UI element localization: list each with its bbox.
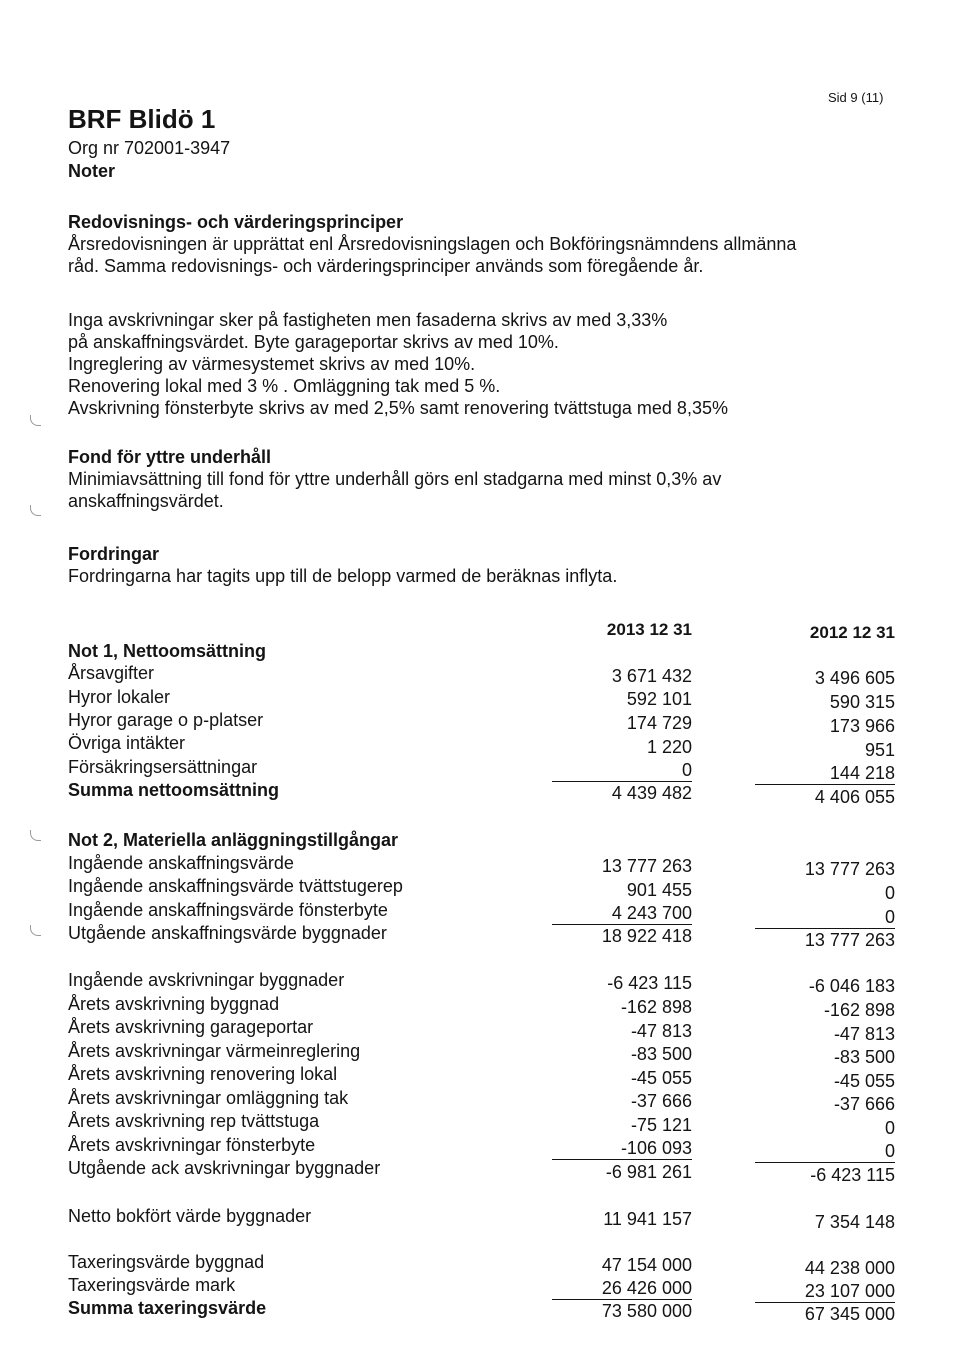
value-2013: 174 729 <box>626 713 692 733</box>
value-2013: 4 243 700 <box>552 903 692 925</box>
value-2013: 47 154 000 <box>601 1255 692 1275</box>
total-2013: 4 439 482 <box>611 783 692 803</box>
value-2013: 0 <box>552 760 692 782</box>
total-2012: 67 345 000 <box>804 1304 895 1324</box>
row-label: Övriga intäkter <box>68 733 186 753</box>
org-number: Org nr 702001-3947 <box>68 138 231 158</box>
row-label: Utgående ack avskrivningar byggnader <box>68 1158 381 1178</box>
fund-section <box>68 446 888 512</box>
value-2013: -83 500 <box>630 1044 692 1064</box>
page-number: Sid 9 (11) <box>828 90 884 105</box>
row-label: Hyror garage o p-platser <box>68 710 264 730</box>
receivables-heading: Fordringar <box>68 544 160 564</box>
row-label: Årets avskrivningar värmeinreglering <box>68 1041 361 1061</box>
row-label: Årsavgifter <box>68 663 155 683</box>
row-label: Årets avskrivning renovering lokal <box>68 1064 338 1084</box>
value-2013: 18 922 418 <box>601 926 692 946</box>
value-2013: -47 813 <box>630 1021 692 1041</box>
value-2013: -75 121 <box>630 1115 692 1135</box>
value-2012: -45 055 <box>833 1071 895 1091</box>
value-2012: -6 423 115 <box>810 1165 895 1185</box>
value-2012: 44 238 000 <box>804 1258 895 1278</box>
value-2012: -6 046 183 <box>808 976 895 996</box>
value-2012: 13 777 263 <box>804 930 895 950</box>
value-2013: -37 666 <box>630 1091 692 1111</box>
principles-line: råd. Samma redovisnings- och värderingsprinciper används som föregående år. <box>68 256 704 276</box>
principles-section <box>68 211 888 277</box>
note2-heading: Not 2, Materiella anläggningstillgångar <box>68 830 399 850</box>
fund-line: anskaffningsvärdet. <box>68 491 224 511</box>
value-2012: 0 <box>884 1118 895 1138</box>
row-label: Ingående anskaffningsvärde tvättstugerep <box>68 876 403 896</box>
column-header-2013: 2013 12 31 <box>606 620 692 639</box>
value-2012: -47 813 <box>833 1024 895 1044</box>
value-2013: -106 093 <box>552 1138 692 1160</box>
value-2012: 0 <box>755 1141 895 1163</box>
depreciation-line: Ingreglering av värmesystemet skrivs av med 10%. <box>68 354 476 374</box>
note1-heading: Not 1, Nettoomsättning <box>68 641 266 661</box>
value-2013: 592 101 <box>626 689 692 709</box>
row-label: Årets avskrivningar fönsterbyte <box>68 1135 316 1155</box>
row-label: Årets avskrivningar omläggning tak <box>68 1088 349 1108</box>
row-label: Hyror lokaler <box>68 687 171 707</box>
association-name: BRF Blidö 1 <box>68 104 216 134</box>
value-2012: 0 <box>884 883 895 903</box>
row-label: Ingående avskrivningar byggnader <box>68 970 345 990</box>
row-label: Netto bokfört värde byggnader <box>68 1206 312 1226</box>
row-label: Taxeringsvärde byggnad <box>68 1252 265 1272</box>
value-2013: 11 941 157 <box>603 1209 692 1229</box>
total-2012: 4 406 055 <box>814 787 895 807</box>
value-2013: 13 777 263 <box>601 856 692 876</box>
value-2012: -83 500 <box>833 1047 895 1067</box>
fund-heading: Fond för yttre underhåll <box>68 447 272 467</box>
value-2012: 590 315 <box>829 692 895 712</box>
value-2012: -37 666 <box>833 1094 895 1114</box>
value-2013: 901 455 <box>626 880 692 900</box>
scan-edge-mark <box>30 925 41 936</box>
scan-edge-mark <box>30 505 41 516</box>
receivables-section <box>68 543 888 587</box>
row-label: Taxeringsvärde mark <box>68 1275 236 1295</box>
value-2013: -6 981 261 <box>605 1162 692 1182</box>
value-2012: 144 218 <box>755 763 895 785</box>
row-label-total: Summa nettoomsättning <box>68 780 280 800</box>
row-label-total: Summa taxeringsvärde <box>68 1298 267 1318</box>
value-2013: 26 426 000 <box>552 1278 692 1300</box>
value-2012: 951 <box>864 740 895 760</box>
value-2012: 3 496 605 <box>814 668 895 688</box>
depreciation-line: Inga avskrivningar sker på fastigheten men fasaderna skrivs av med 3,33% <box>68 310 668 330</box>
depreciation-line: Avskrivning fönsterbyte skrivs av med 2,5% samt renovering tvättstuga med 8,35% <box>68 398 728 418</box>
value-2013: -162 898 <box>620 997 692 1017</box>
row-label: Ingående anskaffningsvärde <box>68 853 294 873</box>
scan-edge-mark <box>30 830 41 841</box>
depreciation-section <box>68 309 888 419</box>
fund-line: Minimiavsättning till fond för yttre underhåll görs enl stadgarna med minst 0,3% av <box>68 469 722 489</box>
value-2012: 173 966 <box>829 716 895 736</box>
principles-heading: Redovisnings- och värderingsprinciper <box>68 212 404 232</box>
scan-edge-mark <box>30 415 41 426</box>
value-2013: 1 220 <box>646 737 692 757</box>
value-2013: -6 423 115 <box>607 973 692 993</box>
value-2012: 7 354 148 <box>814 1212 895 1232</box>
section-title: Noter <box>68 161 116 181</box>
row-label: Utgående anskaffningsvärde byggnader <box>68 923 387 943</box>
receivables-text: Fordringarna har tagits upp till de belopp varmed de beräknas inflyta. <box>68 566 618 586</box>
depreciation-line: på anskaffningsvärdet. Byte garageportar skrivs av med 10%. <box>68 332 559 352</box>
row-label: Försäkringsersättningar <box>68 757 258 777</box>
principles-line: Årsredovisningen är upprättat enl Årsredovisningslagen och Bokföringsnämndens allmänna <box>68 234 797 254</box>
value-2012: 0 <box>755 907 895 929</box>
row-label: Årets avskrivning garageportar <box>68 1017 314 1037</box>
value-2013: 3 671 432 <box>611 666 692 686</box>
value-2012: 23 107 000 <box>755 1281 895 1303</box>
value-2013: -45 055 <box>630 1068 692 1088</box>
value-2012: -162 898 <box>823 1000 895 1020</box>
row-label: Ingående anskaffningsvärde fönsterbyte <box>68 900 388 920</box>
total-2013: 73 580 000 <box>601 1301 692 1321</box>
column-header-2012: 2012 12 31 <box>809 623 895 642</box>
row-label: Årets avskrivning rep tvättstuga <box>68 1111 320 1131</box>
value-2012: 13 777 263 <box>804 859 895 879</box>
depreciation-line: Renovering lokal med 3 % . Omläggning tak med 5 %. <box>68 376 501 396</box>
row-label: Årets avskrivning byggnad <box>68 994 280 1014</box>
